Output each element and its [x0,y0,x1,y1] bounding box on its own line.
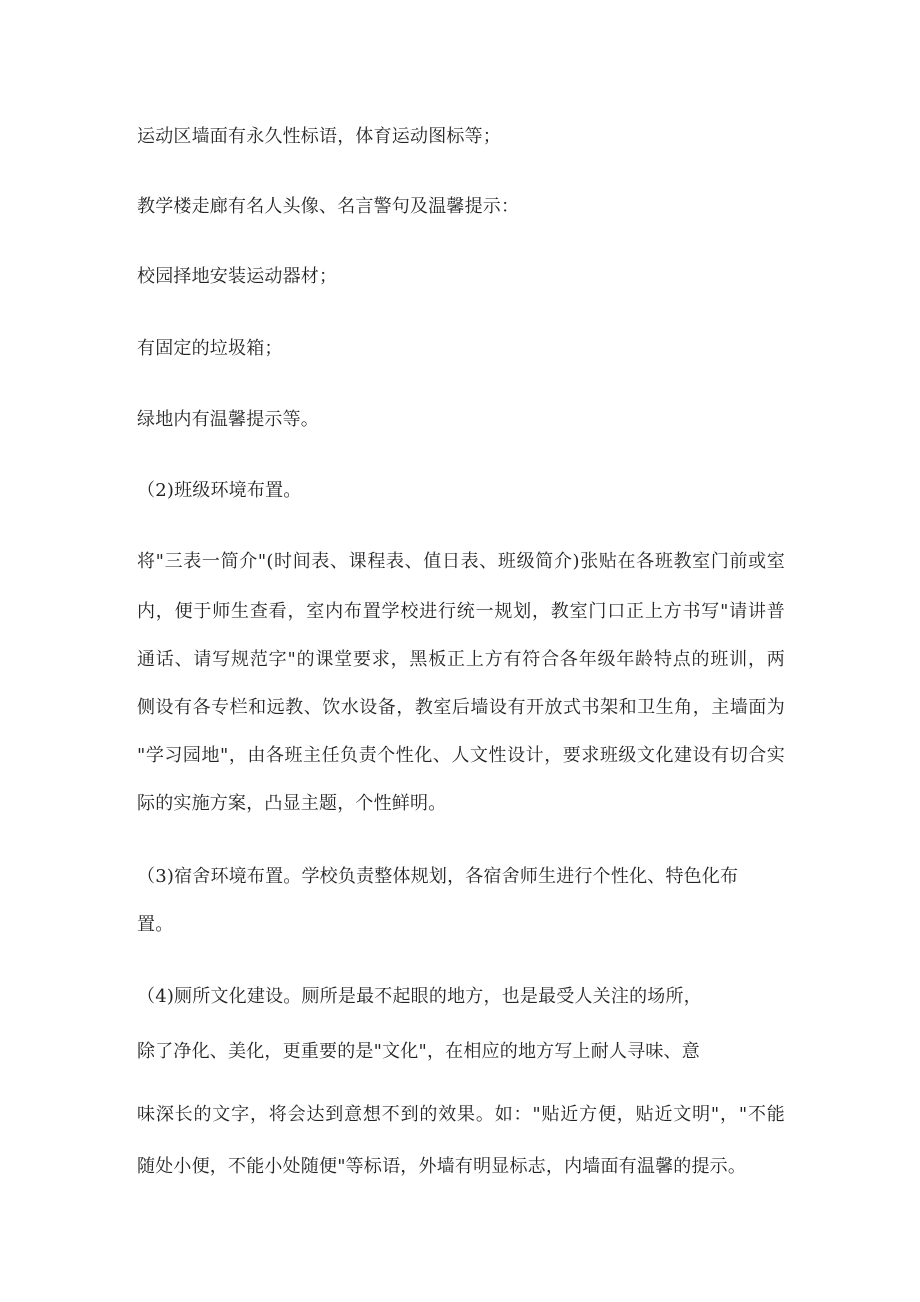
text-line-corridor: 教学楼走廊有名人头像、名言警句及温馨提示： [137,196,520,217]
paragraph-line: 侧设有各专栏和远教、饮水设备，教室后墙设有开放式书架和卫生角，主墙面为 [137,697,785,718]
paragraph-line: 味深长的文字，将会达到意想不到的效果。如："贴近方便，贴近文明"，"不能 [137,1104,785,1125]
section-heading-dormitory: （3)宿舍环境布置。学校负责整体规划，各宿舍师生进行个性化、特色化布 [137,866,739,887]
paragraph-line: 际的实施方案，凸显主题，个性鲜明。 [137,793,447,814]
paragraph-line: 将"三表一简介"(时间表、课程表、值日表、班级简介)张贴在各班教室门前或室 [137,551,785,572]
text-line-sports-area: 运动区墙面有永久性标语，体育运动图标等； [137,126,501,147]
paragraph-line: 随处小便，不能小处随便"等标语，外墙有明显标志，内墙面有温馨的提示。 [137,1156,747,1177]
paragraph-line: 除了净化、美化，更重要的是"文化"，在相应的地方写上耐人寻味、意 [137,1041,700,1062]
paragraph-line: 置。 [137,914,174,935]
text-line-green-area: 绿地内有温馨提示等。 [137,409,319,430]
section-heading-class-environment: （2)班级环境布置。 [137,480,302,501]
paragraph-line: 内，便于师生查看，室内布置学校进行统一规划，教室门口正上方书写"请讲普 [137,601,785,622]
text-line-trash-bins: 有固定的垃圾箱； [137,338,283,359]
section-heading-restroom: （4)厕所文化建设。厕所是最不起眼的地方，也是最受人关注的场所， [137,986,702,1007]
paragraph-line: 通话、请写规范字"的课堂要求，黑板正上方有符合各年级年龄特点的班训，两 [137,649,785,670]
text-line-equipment: 校园择地安装运动器材； [137,266,338,287]
paragraph-line: "学习园地"，由各班主任负责个性化、人文性设计，要求班级文化建设有切合实 [137,745,785,766]
